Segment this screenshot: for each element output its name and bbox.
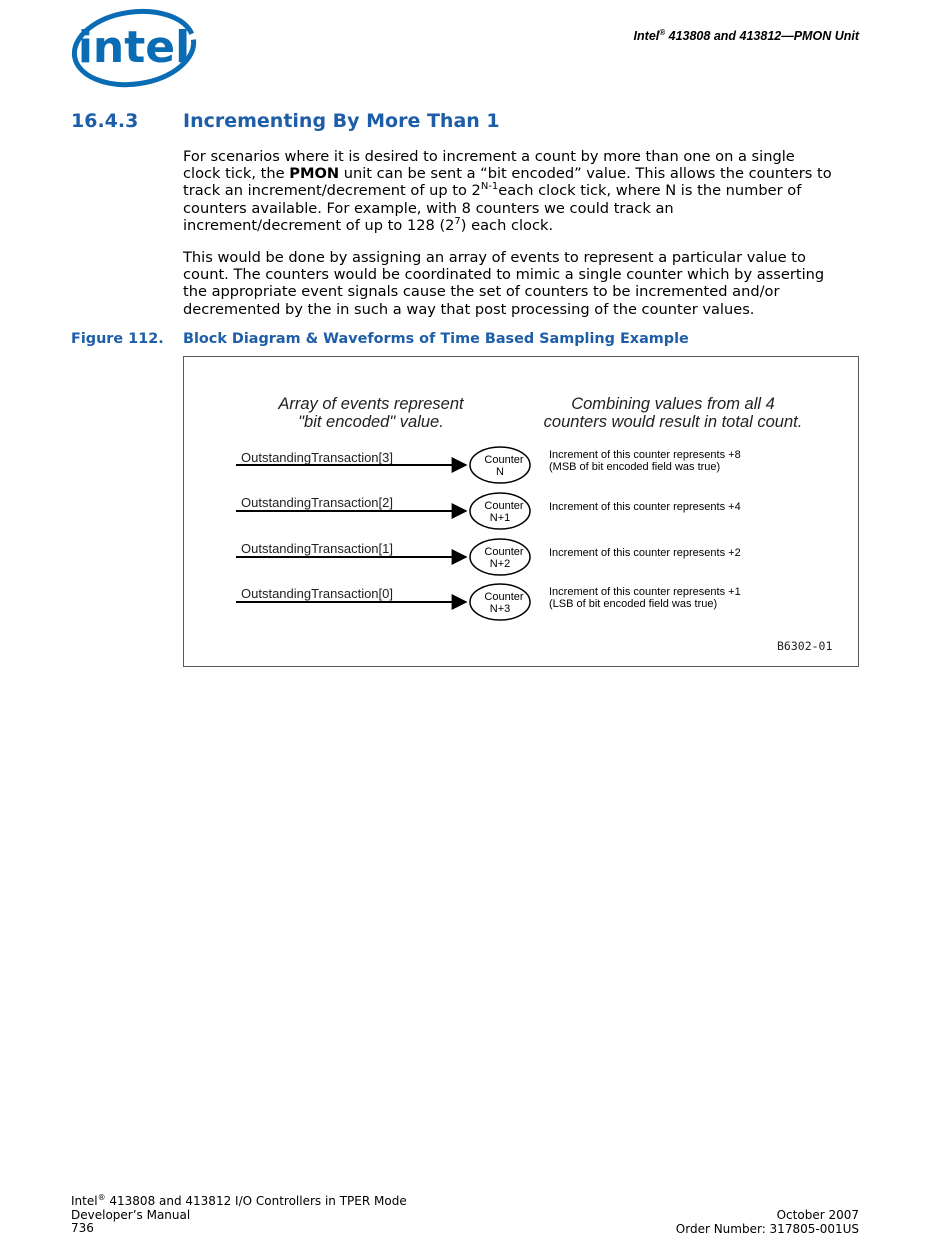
block-diagram: [184, 357, 860, 668]
right-heading-line-1: Combining values from all 4: [571, 395, 775, 413]
paragraph-1: For scenarios where it is desired to increment a count by more than one on a single clock tick, the PMON unit can be sent a “bit encoded” value. This allows the counters to track an increment/decrement of up to $2^{N-1}each$ clock tick, where N is the number of counters available. For example, with 8 counters we could track an increment/decrement of up to 128 $(2^7)$ each clock.: [183, 148, 832, 234]
section-title: Incrementing By More Than 1: [183, 110, 500, 132]
right-heading-line-2: counters would result in total count.: [543, 413, 803, 431]
counter-index: N+2: [489, 558, 511, 570]
counter-label: Counter: [484, 500, 524, 512]
figure-box: [183, 356, 859, 667]
running-header: Intel® 413808 and 413812—PMON Unit: [633, 28, 859, 44]
figure-caption: [71, 331, 689, 347]
paragraph-2: This would be done by assigning an array of events to represent a particular value to count. The counters would be coordinated to mimic a single counter which by asserting the appropriate event signals cause the set of counters to be incremented and/or decremented by the in such a way that post processing of the counter values.: [183, 249, 825, 318]
counter-note: (MSB of bit encoded field was true): [549, 461, 721, 473]
intel-logo-text: intel: [77, 22, 191, 73]
counter-label: Counter: [484, 454, 524, 466]
signal-label: OutstandingTransaction[0]: [241, 586, 393, 601]
section-number: 16.4.3: [71, 110, 139, 132]
counter-note: (LSB of bit encoded field was true): [549, 598, 718, 610]
signal-label: OutstandingTransaction[2]: [241, 495, 393, 510]
counter-desc: Increment of this counter represents +1: [549, 586, 741, 598]
counter-label: Counter: [484, 546, 524, 558]
footer-date: October 2007: [776, 1208, 859, 1222]
counter-desc: Increment of this counter represents +2: [549, 547, 741, 559]
counter-desc: Increment of this counter represents +8: [549, 449, 741, 461]
signal-label: OutstandingTransaction[1]: [241, 541, 393, 556]
diagram-row: [236, 447, 741, 483]
diagram-row: [236, 493, 741, 529]
counter-index: N: [496, 466, 504, 478]
diagram-row: [236, 584, 741, 620]
footer-right: [676, 1209, 859, 1236]
left-heading-line-2: "bit encoded" value.: [298, 413, 444, 431]
left-heading-line-1: Array of events represent: [278, 395, 464, 413]
counter-label: Counter: [484, 591, 524, 603]
counter-desc: Increment of this counter represents +4: [549, 501, 741, 513]
order-number: Order Number: 317805-001US: [675, 1221, 859, 1236]
figure-id: B6302-01: [777, 639, 833, 653]
diagram-row: [236, 539, 741, 575]
pmon-bold: PMON: [289, 165, 340, 183]
figure-title: Block Diagram & Waveforms of Time Based Sampling Example: [183, 331, 689, 347]
footer-left: Intel® 413808 and 413812 I/O Controllers in TPER Mode Developer’s Manual 736: [71, 1193, 407, 1236]
counter-index: N+1: [489, 512, 511, 524]
counter-index: N+3: [489, 603, 511, 615]
figure-number: Figure 112.: [71, 331, 164, 347]
page-number: 736: [71, 1221, 94, 1236]
intel-logo: [68, 4, 198, 88]
signal-label: OutstandingTransaction[3]: [241, 450, 393, 465]
